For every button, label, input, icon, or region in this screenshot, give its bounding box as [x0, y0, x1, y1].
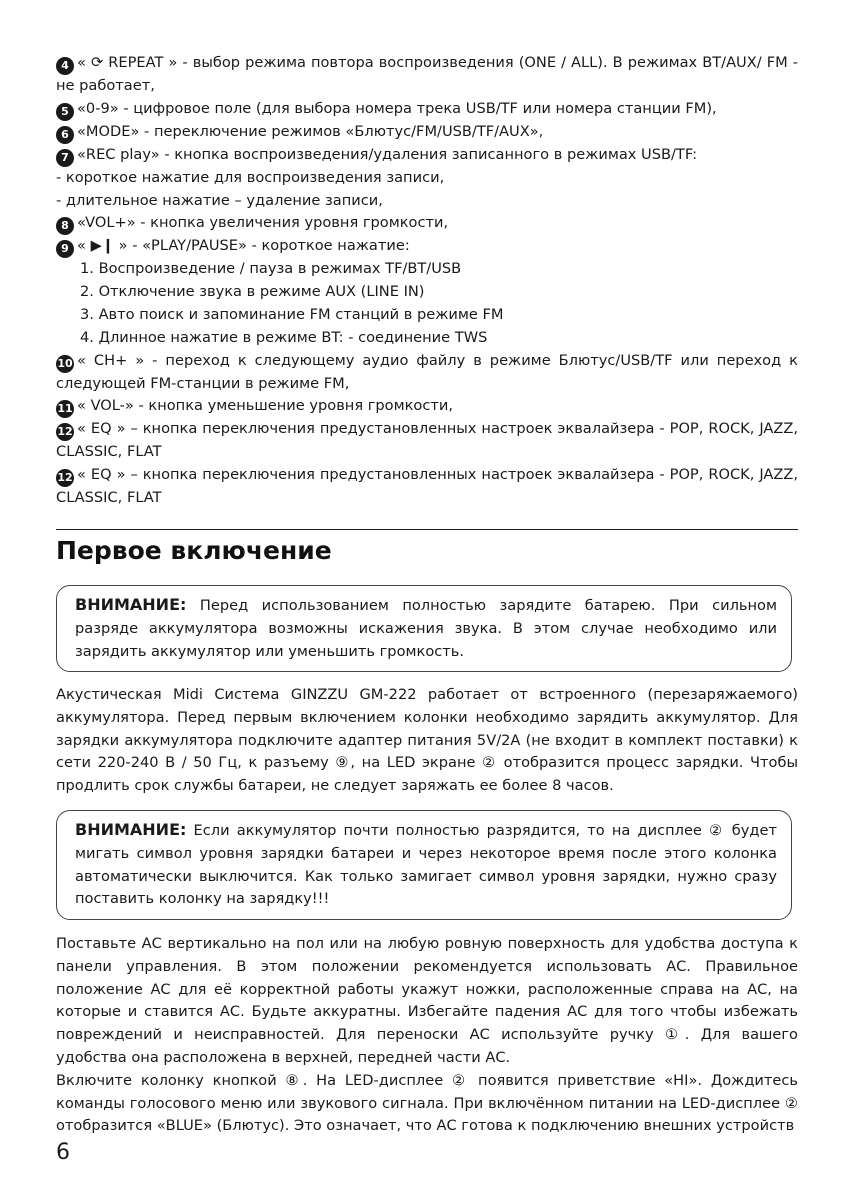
- sub-list-item: 2. Отключение звука в режиме AUX (LINE IN): [80, 283, 425, 301]
- list-item: [56, 167, 798, 190]
- paragraph-text: Включите колонку кнопкой ⑧. На LED-дисплее ② появится приветствие «HI». Дождитесь команды голосового меню или звукового сигнала. При включённом питании на LED-дисплее ② отобразится «BLUE» (Блютус). Это означает, что АС готова к подключению внешних устройств: [56, 1071, 798, 1135]
- number-badge: 12: [56, 423, 74, 441]
- list-item: [56, 395, 798, 418]
- paragraph-text: Поставьте АС вертикально на пол или на любую ровную поверхность для удобства доступа к панели управления. В этом положении рекомендуется использовать АС. Правильное положение АС для её корректной работы укажут ножки, расположенные справа на АС, на которые и ставится АС. Будьте аккуратны. Избегайте падения АС для того чтобы избежать повреждений и неисправностей. Для переноски АС используйте ручку ①. Для вашего удобства она расположена в верхней, передней части АС.: [56, 935, 798, 1066]
- number-badge: 4: [56, 57, 74, 75]
- list-item: [56, 350, 798, 396]
- sub-list-item: 1. Воспроизведение / пауза в режимах TF/BT/USB: [80, 260, 462, 278]
- warning-body: Перед использованием полностью зарядите батарею. При сильном разряде аккумулятора возможны искажения звука. В этом случае необходимо или зарядить аккумулятор или уменьшить громкость.: [75, 597, 777, 660]
- number-badge: 6: [56, 126, 74, 144]
- warning-box: [56, 810, 792, 920]
- list-item-text: «0-9» - цифровое поле (для выбора номера трека USB/TF или номера станции FM),: [77, 99, 717, 117]
- sub-list-item: 3. Авто поиск и запоминание FM станций в режиме FM: [80, 305, 504, 323]
- list-item-text: «VOL+» - кнопка увеличения уровня громкости,: [77, 214, 449, 232]
- list-item-text: - короткое нажатие для воспроизведения записи,: [56, 168, 445, 186]
- page-number: 6: [56, 1140, 70, 1165]
- list-item: [56, 464, 798, 510]
- list-item-text: « EQ » – кнопка переключения предустановленных настроек эквалайзера - POP, ROCK, JAZZ, CLASSIC, FLAT: [56, 466, 798, 507]
- number-badge: 7: [56, 149, 74, 167]
- list-item: [56, 144, 798, 167]
- list-item: [56, 235, 798, 258]
- list-item-text: « ⟳ REPEAT » - выбор режима повтора воспроизведения (ONE / ALL). В режимах BT/AUX/ FM - не работает,: [56, 54, 798, 94]
- warning-label: ВНИМАНИЕ:: [75, 820, 187, 839]
- list-item-text: «MODE» - переключение режимов «Блютус/FM/USB/TF/AUX»,: [77, 122, 544, 140]
- warning-label: ВНИМАНИЕ:: [75, 595, 187, 614]
- section-title: Первое включение: [56, 536, 332, 565]
- list-item-text: « CH+ » - переход к следующему аудио файлу в режиме Блютус/USB/TF или переход к следующей FM-станции в режиме FM,: [56, 351, 798, 392]
- list-item-text: « EQ » – кнопка переключения предустановленных настроек эквалайзера - POP, ROCK, JAZZ, CLASSIC, FLAT: [56, 420, 798, 461]
- number-badge: 8: [56, 217, 74, 235]
- list-item-text: « VOL-» - кнопка уменьшение уровня громкости,: [77, 397, 454, 415]
- list-item-text: - длительное нажатие – удаление записи,: [56, 191, 383, 209]
- list-item: [56, 98, 798, 121]
- placement-paragraph: [56, 933, 798, 1138]
- number-badge: 9: [56, 240, 74, 258]
- list-item-text: « ▶❙ » - «PLAY/PAUSE» - короткое нажатие:: [77, 237, 410, 255]
- section-divider: [56, 529, 798, 530]
- list-item: [56, 212, 798, 235]
- warning-text: [75, 594, 777, 663]
- list-item: [56, 418, 798, 464]
- number-badge: 10: [56, 355, 74, 373]
- warning-text: [75, 819, 777, 911]
- list-item-text: «REC play» - кнопка воспроизведения/удаления записанного в режимах USB/TF:: [77, 145, 698, 163]
- paragraph-text: Акустическая Midi Система GINZZU GM-222 работает от встроенного (перезаряжаемого) аккумулятора. Перед первым включением колонки необходимо зарядить аккумулятор. Для зарядки аккумулятора подключите адаптер питания 5V/2A (не входит в комплект поставки) к сети 220-240 В / 50 Гц, к разъему ⑨, на LED экране ② отобразится процесс зарядки. Чтобы продлить срок службы батареи, не следует заряжать ее более 8 часов.: [56, 686, 798, 795]
- sub-list-item: 4. Длинное нажатие в режиме BT: - соединение TWS: [80, 328, 488, 346]
- charging-paragraph: [56, 684, 798, 798]
- list-item: [56, 52, 798, 98]
- list-item: [56, 121, 798, 144]
- warning-box: [56, 585, 792, 672]
- number-badge: 12: [56, 469, 74, 487]
- controls-list: [56, 52, 798, 510]
- warning-body: Если аккумулятор почти полностью разрядится, то на дисплее ② будет мигать символ уровня зарядки батареи и через некоторое время после этого колонка автоматически выключится. Как только замигает символ уровня зарядки, нужно сразу поставить колонку на зарядку!!!: [75, 822, 778, 908]
- number-badge: 11: [56, 400, 74, 418]
- list-item: [56, 190, 798, 213]
- number-badge: 5: [56, 103, 74, 121]
